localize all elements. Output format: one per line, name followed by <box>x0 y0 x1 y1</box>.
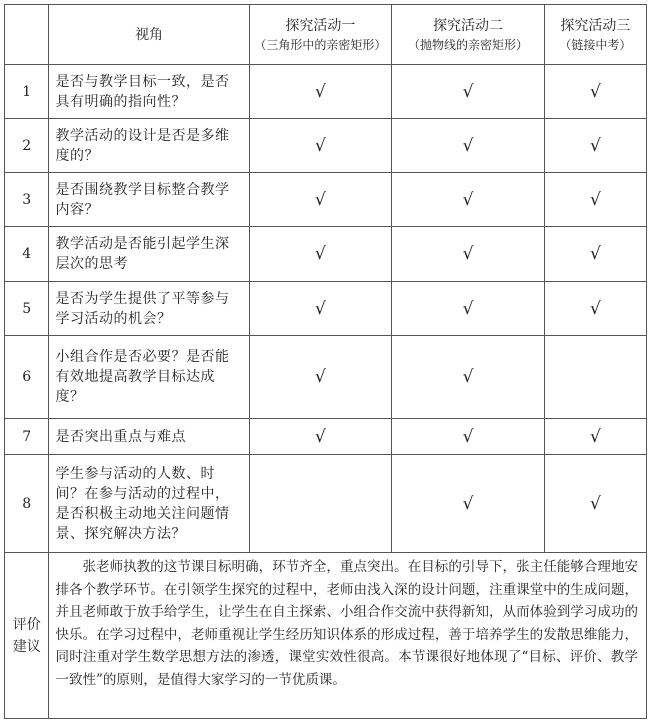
check-mark: √ <box>392 282 545 336</box>
table-row <box>5 455 647 553</box>
header-activity-2 <box>392 5 545 65</box>
row-index: 6 <box>5 336 49 419</box>
header-activity-3 <box>544 5 646 65</box>
table-row <box>5 282 647 336</box>
check-mark: √ <box>392 173 545 227</box>
row-question: 教学活动是否能引起学生深层次的思考 <box>49 227 249 282</box>
row-index: 2 <box>5 119 49 173</box>
row-index: 1 <box>5 65 49 119</box>
row-index: 7 <box>5 419 49 455</box>
check-mark: √ <box>392 227 545 282</box>
row-question: 是否围绕教学目标整合教学内容？ <box>49 173 249 227</box>
activity-1-title: 探究活动一 <box>285 17 356 34</box>
header-index-cell <box>5 5 49 65</box>
check-mark: √ <box>392 119 545 173</box>
check-mark: √ <box>392 336 545 419</box>
row-question: 是否与教学目标一致，是否具有明确的指向性？ <box>49 65 249 119</box>
row-question: 教学活动的设计是否是多维度的？ <box>49 119 249 173</box>
activity-3-title: 探究活动三 <box>560 17 631 34</box>
evaluation-label <box>5 553 49 719</box>
activity-2-subtitle: （抛物线的亲密矩形） <box>408 37 529 52</box>
check-mark: √ <box>544 227 646 282</box>
check-mark: √ <box>392 419 545 455</box>
row-index: 3 <box>5 173 49 227</box>
check-mark: √ <box>544 65 646 119</box>
check-mark: √ <box>544 419 646 455</box>
check-mark: √ <box>249 227 392 282</box>
row-question: 是否为学生提供了平等参与学习活动的机会？ <box>49 282 249 336</box>
check-mark: √ <box>249 65 392 119</box>
header-row <box>5 5 647 65</box>
activity-1-subtitle: （三角形中的亲密矩形） <box>254 37 387 52</box>
row-index: 4 <box>5 227 49 282</box>
evaluation-text: 张老师执教的这节课目标明确，环节齐全，重点突出。在目标的引导下，张主任能够合理地安排各个教学环节。在引领学生探究的过程中，老师由浅入深的设计问题，注重课堂中的生成问题，并且老师敢于放手给学生，让学生在自主探索、小组合作交流中获得新知，从而体验到学习成功的快乐。在学习过程中，老师重视让学生经历知识体系的形成过程，善于培养学生的发散思维能力，同时注重对学生数学思想方法的渗透，课堂实效性很高。本节课很好地体现了“目标、评价、教学一致性”的原则，是值得大家学习的一节优质课。 <box>49 553 647 719</box>
check-mark: √ <box>249 119 392 173</box>
evaluation-label-line-2: 建议 <box>12 638 41 655</box>
header-perspective <box>49 5 249 65</box>
check-mark: √ <box>392 65 545 119</box>
table-row <box>5 65 647 119</box>
row-index: 5 <box>5 282 49 336</box>
check-mark: √ <box>392 455 545 553</box>
perspective-label: 视角 <box>135 27 164 43</box>
table-row <box>5 173 647 227</box>
evaluation-label-line-1: 评价 <box>12 616 41 633</box>
check-mark: √ <box>544 455 646 553</box>
evaluation-row <box>5 553 647 719</box>
check-mark: √ <box>249 336 392 419</box>
check-mark: √ <box>249 282 392 336</box>
check-mark: √ <box>544 282 646 336</box>
table-row <box>5 119 647 173</box>
check-mark: √ <box>249 173 392 227</box>
activity-2-title: 探究活动二 <box>433 17 504 34</box>
activity-3-subtitle: （链接中考） <box>559 37 632 52</box>
table-row <box>5 419 647 455</box>
header-activity-1 <box>249 5 392 65</box>
check-mark: √ <box>544 173 646 227</box>
row-question: 小组合作是否必要？是否能有效地提高教学目标达成度？ <box>49 336 249 419</box>
check-mark: √ <box>249 419 392 455</box>
row-index: 8 <box>5 455 49 553</box>
check-mark <box>544 336 646 419</box>
check-mark: √ <box>544 119 646 173</box>
row-question: 学生参与活动的人数、时间？在参与活动的过程中，是否积极主动地关注问题情景、探究解决方法？ <box>49 455 249 553</box>
evaluation-table <box>4 4 647 719</box>
table-row <box>5 336 647 419</box>
table-row <box>5 227 647 282</box>
row-question: 是否突出重点与难点 <box>49 419 249 455</box>
check-mark <box>249 455 392 553</box>
